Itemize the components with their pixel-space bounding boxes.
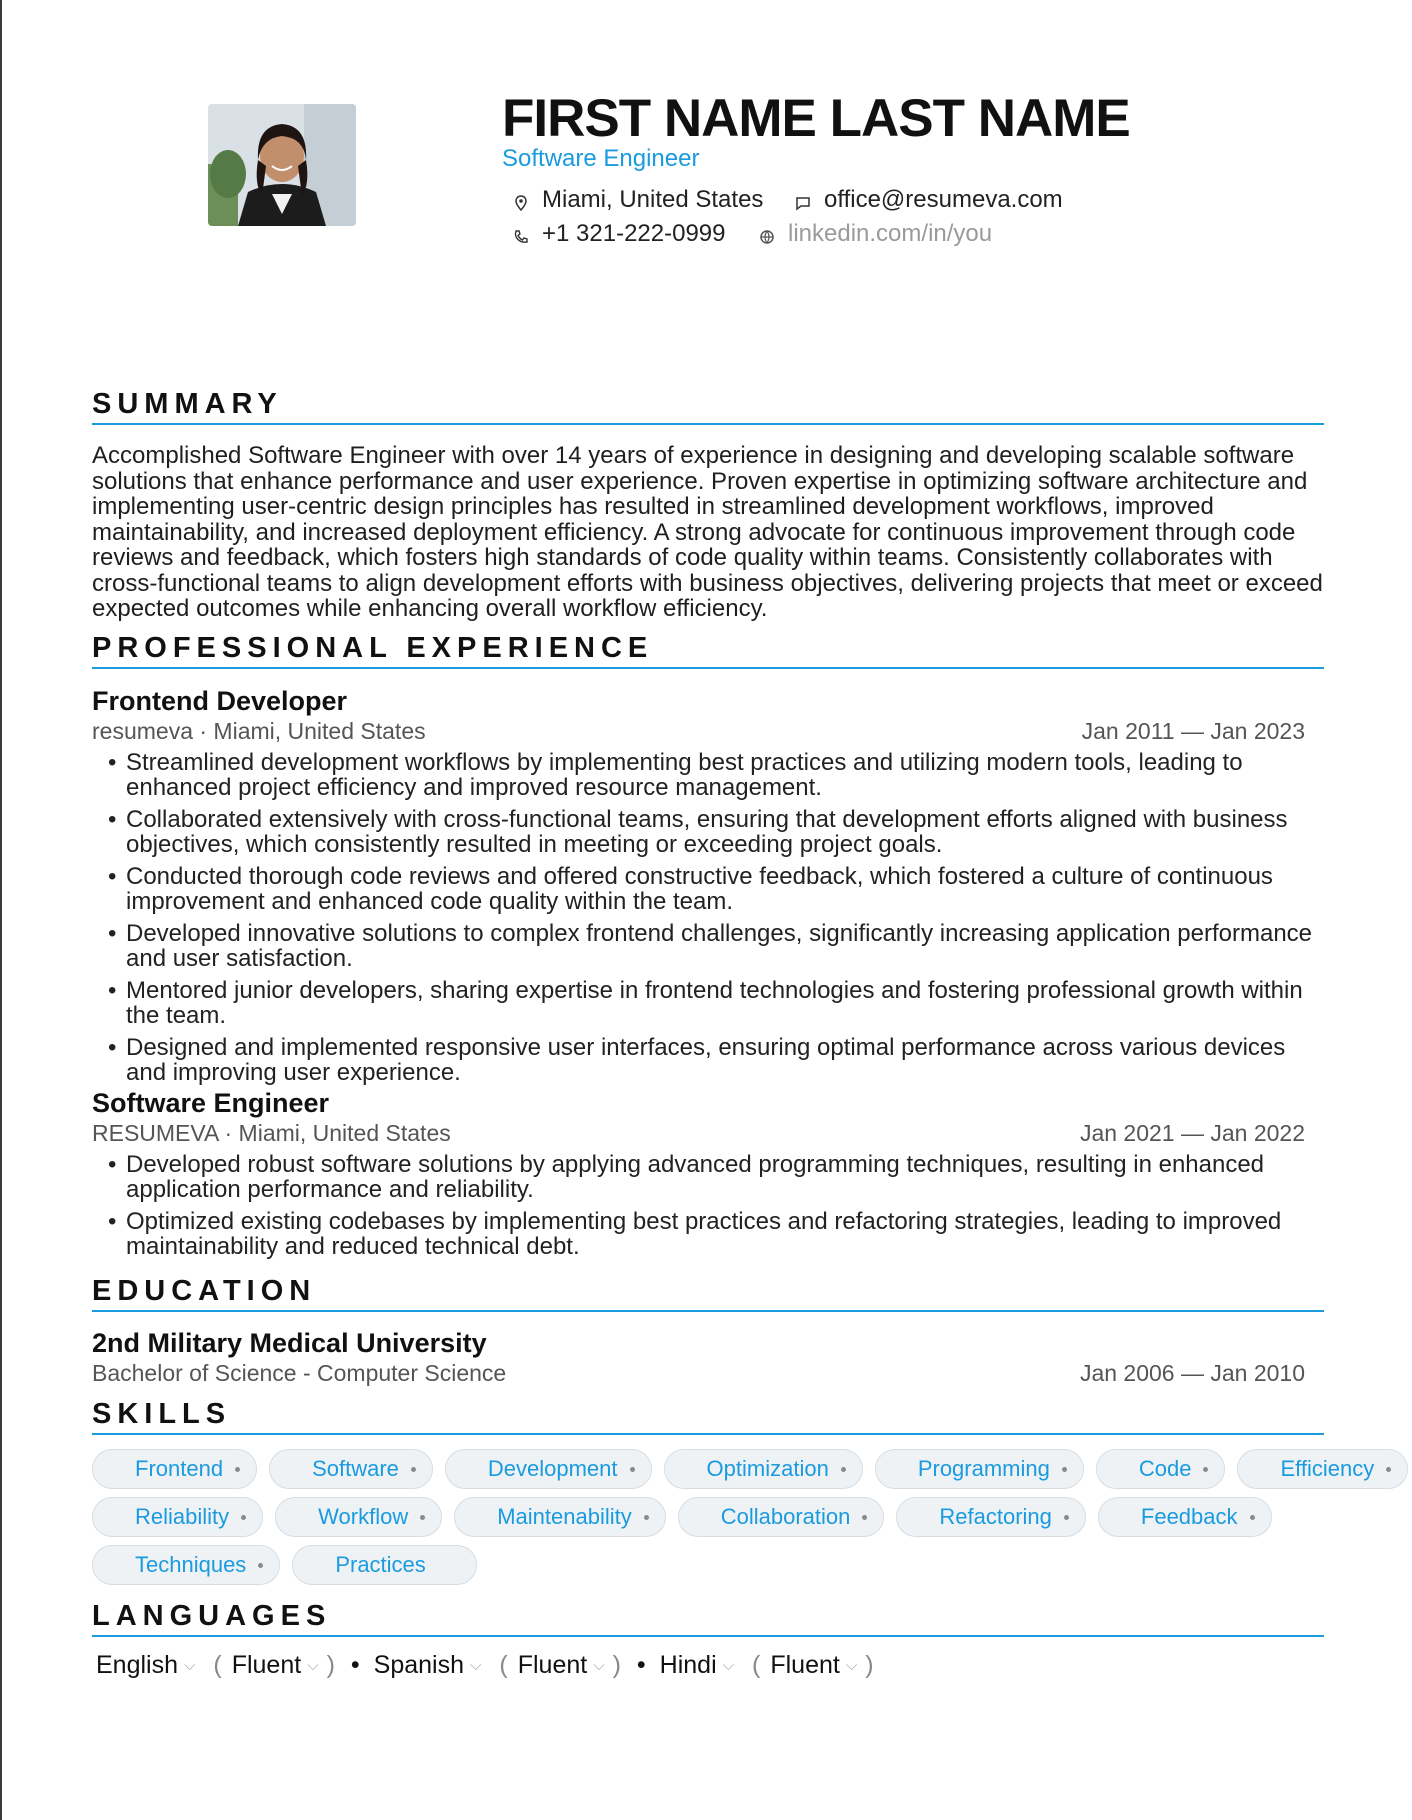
job-company: RESUMEVA · Miami, United States <box>92 1120 451 1146</box>
skill-chip[interactable]: Feedback <box>1098 1497 1272 1537</box>
degree-text: Bachelor of Science - Computer Science <box>92 1360 507 1386</box>
skill-chip[interactable]: Techniques <box>92 1545 280 1585</box>
contact-location <box>512 186 763 214</box>
list-item: • Mentored junior developers, sharing expertise in frontend technologies and fostering professional growth within the team. <box>108 978 1324 1028</box>
skills-list <box>92 1449 1375 1593</box>
candidate-title: Software Engineer <box>502 145 700 172</box>
language-name[interactable]: English <box>96 1651 178 1679</box>
contact-email[interactable] <box>794 186 1063 214</box>
list-item: • Developed innovative solutions to complex frontend challenges, significantly increasing application performance and user satisfaction. <box>108 921 1324 971</box>
email-icon <box>794 191 812 209</box>
skill-chip[interactable]: Optimization <box>664 1449 863 1489</box>
summary-text: Accomplished Software Engineer with over 14 years of experience in designing and developing scalable software solutions that enhance performance and user experience. Proven expertise in optimizing software architecture and implementing user-centric design principles has resulted in streamlined development workflows, improved maintainability, and increased deployment efficiency. A strong advocate for continuous improvement through code reviews and feedback, which fosters high standards of code quality within teams. Consistently collaborates with cross-functional teams to align development efforts with business objectives, delivering projects that meet or exceed expected outcomes while enhancing overall workflow efficiency. <box>92 442 1323 622</box>
job-dates: Jan 2011 — Jan 2023 <box>1081 718 1305 744</box>
skill-chip[interactable]: Efficiency <box>1237 1449 1408 1489</box>
chevron-down-icon[interactable]: ⌵ <box>593 1657 605 1674</box>
list-item: • Developed robust software solutions by applying advanced programming techniques, resulting in enhanced application performance and reliability. <box>108 1152 1324 1202</box>
chevron-down-icon[interactable]: ⌵ <box>845 1657 858 1674</box>
job-bullets <box>108 1152 1324 1266</box>
skill-chip[interactable]: Code <box>1096 1449 1226 1489</box>
job-bullets <box>108 750 1324 1092</box>
job-company: resumeva · Miami, United States <box>92 718 426 744</box>
chevron-down-icon[interactable]: ⌵ <box>470 1657 482 1674</box>
skill-chip[interactable]: Programming <box>875 1449 1084 1489</box>
list-item: • Collaborated extensively with cross-functional teams, ensuring that development efforts aligned with business objectives, which consistently resulted in meeting or exceeding project goals. <box>108 807 1324 857</box>
list-item: • Conducted thorough code reviews and offered constructive feedback, which fostered a culture of continuous improvement and enhanced code quality within the team. <box>108 864 1324 914</box>
education-dates: Jan 2006 — Jan 2010 <box>1079 1360 1305 1386</box>
link-icon <box>758 225 776 243</box>
linkedin-text[interactable]: linkedin.com/in/you <box>788 220 993 247</box>
phone-text[interactable]: +1 321-222-0999 <box>542 220 726 247</box>
job-dates: Jan 2021 — Jan 2022 <box>1079 1120 1305 1146</box>
job-title: Frontend Developer <box>92 686 348 716</box>
profile-photo <box>208 104 356 226</box>
language-name[interactable]: Hindi <box>659 1651 717 1679</box>
skill-chip[interactable]: Refactoring <box>896 1497 1086 1537</box>
skill-chip[interactable]: Maintenability <box>454 1497 666 1537</box>
school-name: 2nd Military Medical University <box>92 1328 487 1358</box>
chevron-down-icon[interactable]: ⌵ <box>307 1657 319 1674</box>
language-level[interactable]: Fluent <box>517 1651 588 1679</box>
location-text: Miami, United States <box>542 186 764 213</box>
contact-linkedin[interactable] <box>758 220 992 248</box>
contact-phone[interactable] <box>512 220 726 248</box>
skill-chip[interactable]: Frontend <box>92 1449 257 1489</box>
list-item: • Streamlined development workflows by implementing best practices and utilizing modern tools, leading to enhanced project efficiency and improved resource management. <box>108 750 1324 800</box>
languages-list: English ⌵ ( Fluent ⌵ ) • Spanish ⌵ ( Fluent ⌵ ) • Hindi ⌵ ( Fluent ⌵ ) <box>96 1651 874 1679</box>
chevron-down-icon[interactable]: ⌵ <box>184 1657 196 1674</box>
phone-icon <box>512 225 530 243</box>
education-heading: EDUCATION <box>92 1274 1324 1312</box>
skill-chip[interactable]: Workflow <box>275 1497 442 1537</box>
candidate-name: FIRST NAME LAST NAME <box>502 89 1130 148</box>
skill-chip[interactable]: Reliability <box>92 1497 263 1537</box>
skill-chip[interactable]: Collaboration <box>678 1497 885 1537</box>
list-item: • Designed and implemented responsive user interfaces, ensuring optimal performance across various devices and improving user experience. <box>108 1035 1324 1085</box>
email-text[interactable]: office@resumeva.com <box>824 186 1063 213</box>
language-level[interactable]: Fluent <box>231 1651 302 1679</box>
language-name[interactable]: Spanish <box>373 1651 465 1679</box>
experience-heading: PROFESSIONAL EXPERIENCE <box>92 631 1324 669</box>
skill-chip[interactable]: Software <box>269 1449 433 1489</box>
list-item: • Optimized existing codebases by implementing best practices and refactoring strategies, leading to improved maintainability and reduced technical debt. <box>108 1209 1324 1259</box>
location-icon <box>512 191 530 209</box>
language-level[interactable]: Fluent <box>770 1651 840 1679</box>
summary-heading: SUMMARY <box>92 387 1324 425</box>
skill-chip[interactable]: Development <box>445 1449 652 1489</box>
skill-chip[interactable]: Practices <box>292 1545 476 1585</box>
page-edge <box>0 0 2 1820</box>
job-title: Software Engineer <box>92 1088 330 1118</box>
chevron-down-icon[interactable]: ⌵ <box>722 1657 735 1674</box>
skills-heading: SKILLS <box>92 1397 1324 1435</box>
languages-heading: LANGUAGES <box>92 1599 1324 1637</box>
